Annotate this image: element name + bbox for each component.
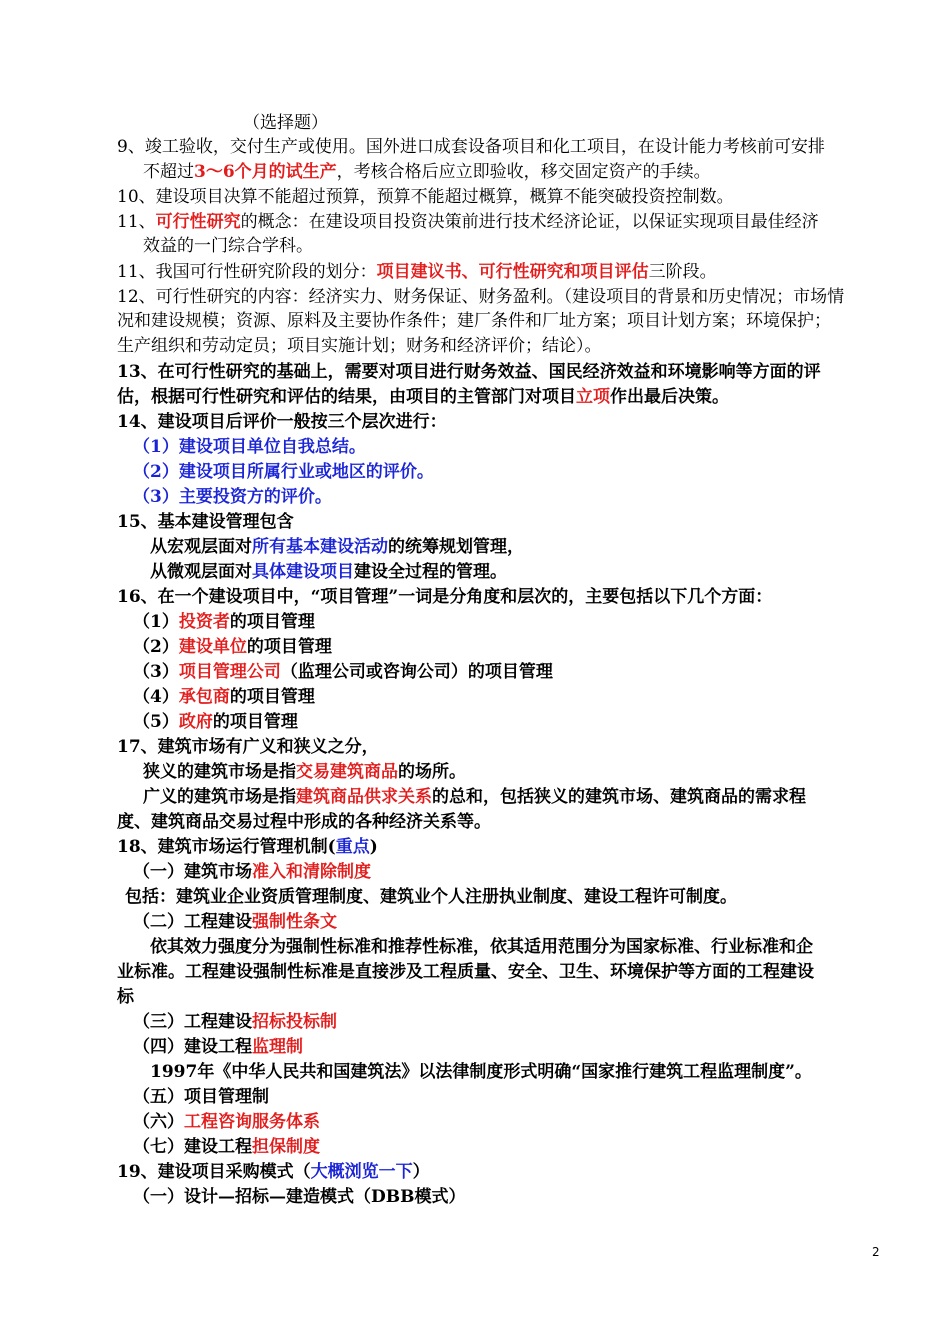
- text-segment: 作出最后决策。: [610, 387, 729, 407]
- text-segment: 估，根据可行性研究和评估的结果，由项目的主管部门对项目: [117, 387, 576, 407]
- text-segment: 的项目管理: [229, 687, 315, 707]
- text-segment: ）: [412, 1162, 430, 1182]
- text-segment: 9、竣工验收，交付生产或使用。国外进口成套设备项目和化工项目，在设计能力考核前可安排: [117, 137, 825, 157]
- text-segment: 16、在一个建设项目中，“项目管理”一词是分角度和层次的，主要包括以下几个方面：: [117, 587, 773, 607]
- text-line: [117, 210, 819, 234]
- highlighted-text: 准入和清除制度: [252, 862, 371, 882]
- text-line: [133, 910, 337, 934]
- text-segment: （一）建筑市场: [133, 862, 252, 882]
- text-line: [117, 835, 378, 859]
- text-segment: 生产组织和劳动定员；项目实施计划；财务和经济评价；结论）。: [117, 336, 602, 356]
- text-line: [133, 460, 434, 484]
- text-line: [143, 785, 806, 809]
- highlighted-text: 3～6个月的试生产: [194, 162, 337, 182]
- text-segment: ，考核合格后应立即验收，移交固定资产的手续。: [336, 162, 711, 182]
- text-line: [117, 385, 729, 409]
- text-line: [243, 111, 328, 135]
- highlighted-text: （3）主要投资方的评价。: [133, 487, 332, 507]
- text-line: [133, 610, 315, 634]
- text-segment: 11、: [117, 212, 156, 232]
- text-segment: 业标准。工程建设强制性标准是直接涉及工程质量、安全、卫生、环境保护等方面的工程建设: [117, 962, 814, 982]
- highlighted-text: 工程咨询服务体系: [184, 1112, 320, 1132]
- text-segment: 从宏观层面对: [150, 537, 252, 557]
- text-line: [143, 160, 711, 184]
- text-segment: 的项目管理: [246, 637, 332, 657]
- highlighted-text: 可行性研究: [155, 212, 241, 232]
- text-line: [117, 260, 717, 284]
- text-segment: 标: [117, 987, 134, 1007]
- text-line: [117, 960, 814, 984]
- text-line: [150, 535, 524, 559]
- text-line: [117, 585, 772, 609]
- text-line: [133, 435, 366, 459]
- highlighted-text: 建筑商品供求关系: [296, 787, 432, 807]
- text-segment: 1997年《中华人民共和国建筑法》以法律制度形式明确“国家推行建筑工程监理制度”。: [150, 1062, 812, 1082]
- text-segment: ): [369, 837, 378, 857]
- text-segment: （四）建设工程: [133, 1037, 252, 1057]
- highlighted-text: 交易建筑商品: [296, 762, 398, 782]
- text-segment: 从微观层面对: [150, 562, 252, 582]
- text-segment: 18、建筑市场运行管理机制(: [117, 837, 336, 857]
- highlighted-text: 投资者: [178, 612, 230, 632]
- text-line: [133, 685, 315, 709]
- highlighted-text: 所有基本建设活动: [252, 537, 388, 557]
- text-segment: （一）设计—招标—建造模式（DBB模式）: [133, 1187, 466, 1207]
- text-segment: （二）工程建设: [133, 912, 252, 932]
- text-segment: （5）: [133, 712, 179, 732]
- text-line: [117, 410, 447, 434]
- text-segment: 度、建筑商品交易过程中形成的各种经济关系等。: [117, 812, 491, 832]
- text-segment: （监理公司或咨询公司）的项目管理: [280, 662, 553, 682]
- text-line: [117, 360, 821, 384]
- text-line: [133, 635, 332, 659]
- text-line: [150, 1060, 812, 1084]
- text-segment: 的概念：在建设项目投资决策前进行技术经济论证，以保证实现项目最佳经济: [240, 212, 819, 232]
- highlighted-text: （2）建设项目所属行业或地区的评价。: [133, 462, 434, 482]
- text-segment: 三阶段。: [648, 262, 717, 282]
- text-segment: 11、我国可行性研究阶段的划分：: [117, 262, 377, 282]
- highlighted-text: 项目建议书、可行性研究和项目评估: [376, 262, 649, 282]
- text-segment: 的项目管理: [212, 712, 298, 732]
- highlighted-text: 立项: [576, 387, 610, 407]
- text-segment: （1）: [133, 612, 179, 632]
- highlighted-text: 担保制度: [252, 1137, 320, 1157]
- text-segment: 14、建设项目后评价一般按三个层次进行：: [117, 412, 447, 432]
- text-line: [133, 1035, 303, 1059]
- text-line: [133, 1110, 320, 1134]
- text-segment: 建设全过程的管理。: [354, 562, 507, 582]
- text-line: [150, 560, 507, 584]
- text-line: [117, 810, 491, 834]
- highlighted-text: 项目管理公司: [178, 662, 281, 682]
- highlighted-text: 政府: [178, 712, 213, 732]
- text-line: [143, 760, 466, 784]
- text-line: [143, 234, 313, 258]
- text-segment: 不超过: [143, 162, 194, 182]
- text-segment: 依其效力强度分为强制性标准和推荐性标准，依其适用范围分为国家标准、行业标准和企: [150, 937, 813, 957]
- text-line: [133, 710, 298, 734]
- highlighted-text: （1）建设项目单位自我总结。: [133, 437, 366, 457]
- text-segment: 的统筹规划管理，: [388, 537, 524, 557]
- text-line: [133, 1135, 320, 1159]
- text-line: [117, 309, 831, 333]
- text-line: [133, 485, 332, 509]
- text-segment: （选择题）: [243, 113, 328, 133]
- text-segment: 包括：建筑业企业资质管理制度、建筑业个人注册执业制度、建设工程许可制度。: [125, 887, 737, 907]
- text-segment: 广义的建筑市场是指: [143, 787, 296, 807]
- text-line: [133, 660, 553, 684]
- text-segment: （4）: [133, 687, 179, 707]
- text-segment: 的项目管理: [229, 612, 315, 632]
- text-segment: 19、建设项目采购模式（: [117, 1162, 311, 1182]
- text-line: [117, 135, 825, 159]
- highlighted-text: 具体建设项目: [252, 562, 354, 582]
- text-segment: （3）: [133, 662, 179, 682]
- text-segment: 效益的一门综合学科。: [143, 236, 313, 256]
- text-line: [133, 1185, 465, 1209]
- text-segment: （五）项目管理制: [133, 1087, 269, 1107]
- text-line: [117, 185, 734, 209]
- highlighted-text: 强制性条文: [252, 912, 337, 932]
- text-segment: 狭义的建筑市场是指: [143, 762, 296, 782]
- text-line: [117, 985, 134, 1009]
- highlighted-text: 监理制: [252, 1037, 303, 1057]
- text-line: [117, 510, 294, 534]
- text-line: [133, 860, 371, 884]
- text-segment: （七）建设工程: [133, 1137, 252, 1157]
- text-line: [133, 1010, 337, 1034]
- page-number: 2: [872, 1245, 880, 1259]
- text-segment: 17、建筑市场有广义和狭义之分，: [117, 737, 379, 757]
- text-segment: 的场所。: [398, 762, 466, 782]
- highlighted-text: 招标投标制: [252, 1012, 337, 1032]
- text-line: [133, 1085, 269, 1109]
- text-segment: 12、可行性研究的内容：经济实力、财务保证、财务盈利。（建设项目的背景和历史情况；市场情: [117, 287, 845, 307]
- highlighted-text: 重点: [335, 837, 370, 857]
- text-line: [125, 885, 737, 909]
- text-line: [117, 334, 602, 358]
- text-line: [150, 935, 813, 959]
- text-line: [117, 735, 379, 759]
- text-line: [117, 1160, 430, 1184]
- text-segment: 况和建设规模；资源、原料及主要协作条件；建厂条件和厂址方案；项目计划方案；环境保护；: [117, 311, 831, 331]
- text-segment: 13、在可行性研究的基础上，需要对项目进行财务效益、国民经济效益和环境影响等方面的评: [117, 362, 821, 382]
- text-segment: （三）工程建设: [133, 1012, 252, 1032]
- highlighted-text: 大概浏览一下: [310, 1162, 413, 1182]
- text-segment: （六）: [133, 1112, 184, 1132]
- text-segment: 15、基本建设管理包含: [117, 512, 294, 532]
- text-line: [117, 285, 844, 309]
- text-segment: 的总和，包括狭义的建筑市场、建筑商品的需求程: [432, 787, 806, 807]
- highlighted-text: 承包商: [178, 687, 230, 707]
- text-segment: 10、建设项目决算不能超过预算，预算不能超过概算，概算不能突破投资控制数。: [117, 187, 734, 207]
- highlighted-text: 建设单位: [178, 637, 247, 657]
- text-segment: （2）: [133, 637, 179, 657]
